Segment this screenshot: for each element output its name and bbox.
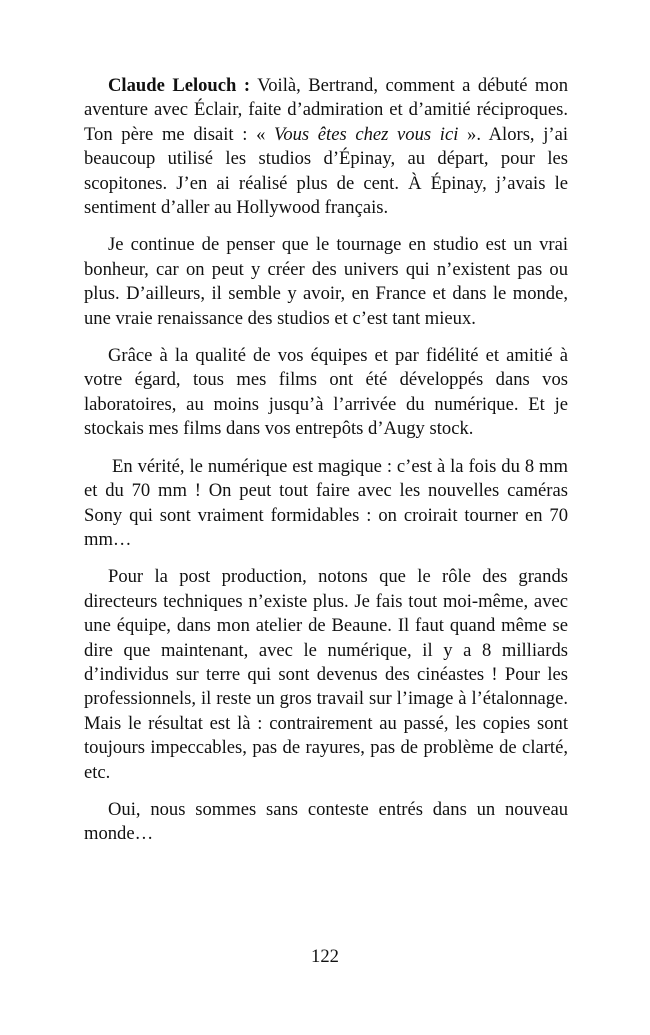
italic-quote: Vous êtes chez vous ici (274, 123, 459, 145)
paragraph-studio: Je continue de penser que le tournage en studio est un vrai bonheur, car on peut y créer des univers qui n’existent pas ou plus. D’ailleurs, il semble y avoir, en France et dans le monde, une vraie renaissance des studios et c’est tant mieux. (84, 234, 568, 329)
speaker-name: Claude Lelouch : (108, 75, 251, 96)
paragraph-intro (84, 74, 568, 220)
paragraph-intro-text-before-quote: Voilà, Bertrand, comment a débuté mon aventure avec Éclair, faite d’admiration et d’amitié réciproques. Ton père me disait : « (84, 75, 568, 145)
paragraph-digital: En vérité, le numérique est magique : c’est à la fois du 8 mm et du 70 mm ! On peut tout faire avec les nouvelles caméras Sony qui sont vraiment formidables : on croirait tourner en 70 mm… (84, 455, 568, 550)
book-page-text (84, 74, 568, 860)
paragraph-laboratories: Grâce à la qualité de vos équipes et par fidélité et amitié à votre égard, tous mes films ont été développés dans vos laboratoires, au moins jusqu’à l’arrivée du numérique. Et je stockais mes films dans vos entrepôts d’Augy stock. (84, 345, 568, 440)
paragraph-post-production: Pour la post production, notons que le rôle des grands directeurs techniques n’existe plus. Je fais tout moi-même, avec une équipe, dans mon atelier de Beaune. Il faut quand même se dire que maintenant, avec le numérique, il y a 8 milliards d’individus sur terre qui sont devenus des cinéastes ! Pour les professionnels, il reste un gros travail sur l’image à l’étalonnage. Mais le résultat est là : contrairement au passé, les copies sont toujours impeccables, pas de rayures, pas de problème de clarté, etc. (84, 566, 568, 783)
paragraph-intro-text-after-quote: ». Alors, j’ai beaucoup utilisé les studios d’Épinay, au départ, pour les scopitones. J’en ai réalisé plus de cent. À Épinay, j’avais le sentiment d’aller au Hollywood français. (84, 123, 569, 219)
paragraph-closing: Oui, nous sommes sans conteste entrés dans un nouveau monde… (84, 798, 568, 845)
page-number: 122 (311, 946, 339, 967)
